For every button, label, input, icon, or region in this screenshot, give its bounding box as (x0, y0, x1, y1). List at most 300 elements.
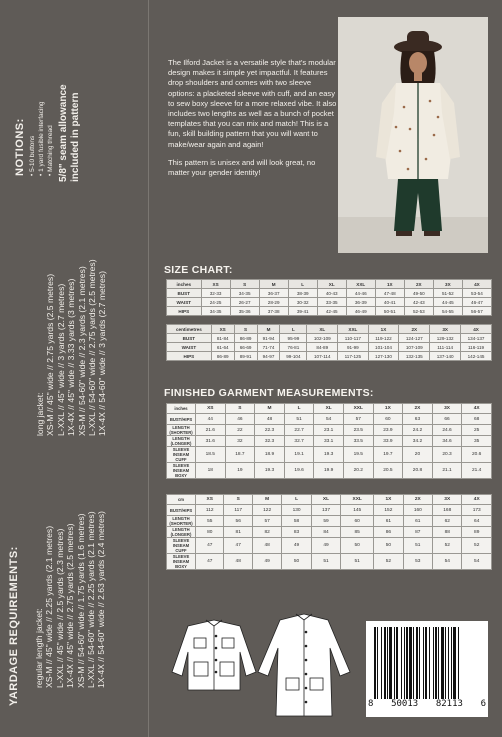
yardage-line: L-XXL // 54-60" wide // 2.25 yards (2.1 metres) (86, 511, 97, 688)
table-cell: 30-32 (288, 298, 317, 307)
table-cell: 60 (373, 414, 403, 425)
notion-item: • 5-10 buttons (29, 135, 36, 176)
seam-allowance-note: 5/8" seam allowance included in pattern (58, 84, 81, 182)
table-cell: 80 (196, 527, 224, 538)
table-row (167, 436, 492, 447)
yardage-line: 1X-4X // 45" wide // 3.33 yards (3 metres) (66, 278, 77, 436)
size-header: 3X (433, 495, 462, 505)
table-cell: 83 (282, 527, 311, 538)
table-cell: 124-127 (399, 334, 430, 343)
size-header: M (255, 404, 285, 414)
size-header: 3X (433, 280, 462, 289)
table-cell: 86-89 (234, 334, 257, 343)
barcode-bar (381, 627, 382, 699)
table-cell: 63 (403, 414, 433, 425)
table-cell: 22.7 (284, 425, 314, 436)
table-cell: 152 (374, 505, 403, 516)
table-cell: 51 (284, 414, 314, 425)
table-cell: 25 (462, 425, 492, 436)
table-row (167, 307, 492, 316)
table-cell: 18.9 (255, 447, 285, 463)
size-chart-title: SIZE CHART: (164, 264, 233, 276)
barcode-bar (435, 627, 437, 699)
unit-label: inches (167, 404, 196, 414)
table-row (167, 425, 492, 436)
table-cell: 20.6 (462, 447, 492, 463)
table-cell: 95-99 (280, 334, 307, 343)
table-cell: 89 (462, 527, 492, 538)
unit-label: centimetres (167, 325, 212, 334)
table-cell: 49 (311, 538, 340, 554)
table-cell: 82 (252, 527, 281, 538)
table-cell: 107-114 (307, 352, 338, 361)
table-cell: 160 (403, 505, 432, 516)
barcode-bar (389, 627, 392, 699)
table-row (167, 505, 492, 516)
table-cell: 50-51 (375, 307, 404, 316)
barcode-bar (401, 627, 402, 699)
table-header-row (167, 280, 492, 289)
size-header: 1X (375, 280, 404, 289)
table-cell: 19.6 (284, 463, 314, 479)
table-cell: 116-119 (461, 343, 492, 352)
size-header: XXL (346, 280, 375, 289)
table-cell: 40-43 (317, 289, 346, 298)
barcode-bar (384, 627, 386, 699)
left-info-strip (0, 0, 149, 737)
table-cell: 19 (225, 463, 255, 479)
table-cell: 24.2 (403, 425, 433, 436)
table-cell: 21.1 (432, 463, 462, 479)
table-cell: 84 (311, 527, 340, 538)
table-cell: 53-54 (462, 289, 491, 298)
barcode-bar (406, 627, 408, 699)
table-cell: 46-49 (346, 307, 375, 316)
table-cell: 28-29 (259, 298, 288, 307)
table-cell: 48 (255, 414, 285, 425)
description-paragraph: This pattern is unisex and will look great, no matter your gender identity! (168, 157, 316, 178)
yardage-line: XS-M // 54-60" wide // 1.75 yards (1.6 metres) (75, 513, 86, 688)
table-cell: 47 (224, 538, 252, 554)
row-label: SLEEVE INSEAM BOXY (167, 554, 196, 570)
table-cell: 20 (403, 447, 433, 463)
row-label: BUST (167, 289, 202, 298)
table-cell: 36-37 (259, 289, 288, 298)
long-jacket-yardage (35, 259, 108, 436)
table-cell: 76-81 (280, 343, 307, 352)
yardage-line: 1X-4X // 54-60" wide // 3 yards (2.7 metres) (97, 271, 108, 436)
table-cell: 51 (311, 554, 340, 570)
size-header: 2X (403, 495, 432, 505)
size-header: 2X (399, 325, 430, 334)
table-cell: 137-140 (430, 352, 461, 361)
table-row (167, 343, 492, 352)
table-cell: 32.3 (255, 436, 285, 447)
notion-item: • 1 yard fusible interfacing (38, 101, 45, 176)
table-cell: 111-114 (430, 343, 461, 352)
size-header: XXL (338, 325, 368, 334)
table-cell: 81-84 (211, 334, 234, 343)
table-cell: 47 (196, 554, 224, 570)
yardage-title: YARDAGE REQUIREMENTS: (8, 546, 20, 706)
size-header: 4X (462, 404, 492, 414)
size-header: 4X (462, 495, 492, 505)
table-cell: 46 (225, 414, 255, 425)
table-header-row (167, 325, 492, 334)
table-cell: 117 (224, 505, 252, 516)
size-header: XXL (343, 404, 373, 414)
row-label: SLEEVE INSEAM BOXY (167, 463, 196, 479)
table-cell: 48 (252, 538, 281, 554)
table-cell: 20.8 (403, 463, 433, 479)
table-cell: 47-48 (375, 289, 404, 298)
barcode-bar (377, 627, 378, 699)
table-cell: 52 (433, 538, 462, 554)
barcode-bar (441, 627, 444, 699)
size-chart-inches-table (166, 279, 492, 316)
model-photo (338, 17, 488, 253)
pattern-description (168, 58, 338, 186)
yardage-heading: long jacket: (35, 392, 45, 436)
barcode-bar (429, 627, 430, 699)
table-cell: 21.4 (462, 463, 492, 479)
table-cell: 32-33 (201, 289, 230, 298)
size-header: 4X (461, 325, 492, 334)
size-chart-cm-table (166, 324, 492, 361)
table-cell: 59 (311, 516, 340, 527)
row-label: LENGTH (LONGER) (167, 436, 196, 447)
table-cell: 173 (462, 505, 492, 516)
barcode-bar (453, 627, 456, 699)
table-cell: 18.7 (225, 447, 255, 463)
finished-cm-table (166, 494, 492, 570)
table-cell: 24-25 (201, 298, 230, 307)
row-label: LENGTH (SHORTER) (167, 425, 196, 436)
table-cell: 55 (196, 516, 224, 527)
table-cell: 61 (403, 516, 432, 527)
row-label: BUST (167, 334, 212, 343)
table-cell: 84-89 (307, 343, 338, 352)
table-row (167, 334, 492, 343)
barcode-bar (458, 627, 459, 699)
barcode-bar (419, 627, 420, 699)
table-cell: 35 (462, 436, 492, 447)
size-header: XS (196, 495, 224, 505)
table-cell: 61-64 (211, 343, 234, 352)
table-cell: 48 (224, 554, 252, 570)
table-cell: 44-46 (346, 289, 375, 298)
size-header: S (225, 404, 255, 414)
table-cell: 33.9 (373, 436, 403, 447)
size-header: 2X (403, 404, 433, 414)
table-row (167, 298, 492, 307)
table-cell: 81 (224, 527, 252, 538)
table-cell: 66 (432, 414, 462, 425)
row-label: SLEEVE INSEAM CUFF (167, 538, 196, 554)
table-row (167, 538, 492, 554)
table-cell: 34-35 (230, 289, 259, 298)
table-header-row (167, 404, 492, 414)
table-cell: 44 (196, 414, 226, 425)
table-cell: 35-36 (230, 307, 259, 316)
table-row (167, 414, 492, 425)
table-row (167, 554, 492, 570)
barcode-bar (451, 627, 452, 699)
table-cell: 56 (224, 516, 252, 527)
yardage-line: 1X-4X // 45" wide // 2.75 yards (2.5 metres) (65, 523, 76, 688)
table-cell: 42-43 (404, 298, 433, 307)
table-cell: 18 (196, 463, 226, 479)
long-jacket-drawing (258, 614, 350, 716)
size-header: M (257, 325, 280, 334)
table-cell: 117-125 (338, 352, 368, 361)
table-cell: 22 (225, 425, 255, 436)
size-header: S (234, 325, 257, 334)
barcode-number: 8 50013 82113 6 (368, 699, 486, 709)
notions-title: NOTIONS: (14, 118, 26, 176)
table-cell: 110-117 (338, 334, 368, 343)
size-header: L (282, 495, 311, 505)
size-header: L (288, 280, 317, 289)
table-cell: 34-35 (201, 307, 230, 316)
table-cell: 132-135 (399, 352, 430, 361)
table-cell: 19.9 (314, 463, 344, 479)
size-header: M (259, 280, 288, 289)
table-row (167, 447, 492, 463)
size-header: S (224, 495, 252, 505)
table-cell: 99-104 (280, 352, 307, 361)
size-header: XL (317, 280, 346, 289)
yardage-heading: regular length jacket: (34, 608, 44, 688)
barcode-bar (425, 627, 427, 699)
table-cell: 19.3 (255, 463, 285, 479)
size-header: XL (307, 325, 338, 334)
yardage-line: XS-M // 54-60" wide // 2.3 yards (2.1 metres) (76, 266, 87, 436)
table-cell: 60 (341, 516, 374, 527)
table-cell: 40-41 (375, 298, 404, 307)
size-header: XS (196, 404, 226, 414)
table-cell: 68 (462, 414, 492, 425)
row-label: WAIST (167, 298, 202, 307)
row-label: BUST/HIPS (167, 414, 196, 425)
table-cell: 54 (433, 554, 462, 570)
table-cell: 50 (282, 554, 311, 570)
table-cell: 88 (433, 527, 462, 538)
table-cell: 50 (374, 538, 403, 554)
table-cell: 91-99 (338, 343, 368, 352)
size-header: 3X (432, 404, 462, 414)
unit-label: cm (167, 495, 196, 505)
finished-measurements-title: FINISHED GARMENT MEASUREMENTS: (164, 387, 374, 399)
table-cell: 24.6 (432, 425, 462, 436)
table-row (167, 463, 492, 479)
size-header: 1X (368, 325, 399, 334)
short-jacket-drawing (172, 620, 256, 690)
table-cell: 32.7 (284, 436, 314, 447)
size-header: XL (314, 404, 344, 414)
table-cell: 71-74 (257, 343, 280, 352)
table-cell: 46-47 (462, 298, 491, 307)
unit-label: inches (167, 280, 202, 289)
size-header: L (284, 404, 314, 414)
size-header: L (280, 325, 307, 334)
yardage-line: L-XXL // 54-60" wide // 2.75 yards (2.5 metres) (87, 259, 98, 436)
table-cell: 86-89 (211, 352, 234, 361)
table-cell: 52 (374, 554, 403, 570)
table-cell: 23.1 (314, 425, 344, 436)
table-cell: 58 (282, 516, 311, 527)
table-cell: 145 (341, 505, 374, 516)
description-paragraph: The Ilford Jacket is a versatile style that's modular design makes it simple yet impactful. It features drop shoulders and comes with two sleeve options: a placketed sleeve with cuff, and an easy to sew boxy sleeve for a more relaxed vibe. It also includes two lengths as well as a bunch of pocket templates that you can mix and match! This is a fun, skill building pattern that you will want to make/wear again and again! (168, 58, 337, 149)
table-cell: 49 (252, 554, 281, 570)
barcode-bar (438, 627, 439, 699)
barcode-bar (413, 627, 414, 699)
table-cell: 22.3 (255, 425, 285, 436)
table-cell: 50 (341, 538, 374, 554)
size-header: 2X (404, 280, 433, 289)
finished-inches-table (166, 403, 492, 479)
notion-item: • Matching thread (47, 125, 54, 176)
table-cell: 42-45 (317, 307, 346, 316)
table-cell: 57 (252, 516, 281, 527)
table-cell: 54-55 (433, 307, 462, 316)
table-cell: 85 (341, 527, 374, 538)
table-cell: 53 (403, 554, 432, 570)
table-row (167, 289, 492, 298)
table-cell: 57 (343, 414, 373, 425)
table-cell: 49 (282, 538, 311, 554)
model-illustration (338, 17, 488, 253)
table-row (167, 516, 492, 527)
table-cell: 127-130 (368, 352, 399, 361)
barcode (366, 621, 488, 717)
table-cell: 52-53 (404, 307, 433, 316)
table-cell: 137 (311, 505, 340, 516)
barcode-bar (387, 627, 388, 699)
size-header: M (252, 495, 281, 505)
table-cell: 64 (462, 516, 492, 527)
row-label: HIPS (167, 352, 212, 361)
size-header: 1X (374, 495, 403, 505)
table-cell: 168 (433, 505, 462, 516)
table-cell: 129-132 (430, 334, 461, 343)
table-cell: 39-41 (288, 307, 317, 316)
regular-jacket-yardage (34, 511, 107, 688)
table-cell: 142-145 (461, 352, 492, 361)
row-label: BUST/HIPS (167, 505, 196, 516)
table-header-row (167, 495, 492, 505)
table-cell: 31.6 (196, 436, 226, 447)
yardage-line: XS-M // 45" wide // 2.25 yards (2.1 metres) (44, 525, 55, 688)
table-cell: 19.7 (373, 447, 403, 463)
table-cell: 134-137 (461, 334, 492, 343)
size-header: S (230, 280, 259, 289)
row-label: SLEEVE INSEAM CUFF (167, 447, 196, 463)
table-cell: 23.9 (373, 425, 403, 436)
barcode-bar (416, 627, 418, 699)
table-cell: 33-35 (317, 298, 346, 307)
barcode-bar (423, 627, 424, 699)
table-cell: 52 (462, 538, 492, 554)
table-cell: 37-38 (259, 307, 288, 316)
barcode-bar (409, 627, 412, 699)
table-cell: 102-109 (307, 334, 338, 343)
table-cell: 32 (225, 436, 255, 447)
size-header: XS (211, 325, 234, 334)
size-header: XS (201, 280, 230, 289)
barcode-bar (445, 627, 446, 699)
table-cell: 20.3 (432, 447, 462, 463)
table-cell: 20.2 (343, 463, 373, 479)
row-label: HIPS (167, 307, 202, 316)
table-cell: 33.5 (343, 436, 373, 447)
table-cell: 112 (196, 505, 224, 516)
table-cell: 56-57 (462, 307, 491, 316)
barcode-bars (374, 627, 480, 699)
size-header: 1X (373, 404, 403, 414)
table-cell: 19.3 (314, 447, 344, 463)
table-cell: 51 (341, 554, 374, 570)
table-cell: 101-104 (368, 343, 399, 352)
barcode-bar (404, 627, 405, 699)
barcode-bar (448, 627, 449, 699)
size-header: XXL (341, 495, 374, 505)
table-cell: 51 (403, 538, 432, 554)
table-cell: 44-45 (433, 298, 462, 307)
table-cell: 91-94 (257, 334, 280, 343)
table-cell: 119-122 (368, 334, 399, 343)
table-cell: 94-97 (257, 352, 280, 361)
table-cell: 18.5 (196, 447, 226, 463)
table-cell: 51-52 (433, 289, 462, 298)
row-label: LENGTH (LONGER) (167, 527, 196, 538)
table-cell: 33.1 (314, 436, 344, 447)
size-header: 3X (430, 325, 461, 334)
yardage-line: 1X-4X // 54-60" wide // 2.63 yards (2.4 metres) (96, 511, 107, 688)
table-cell: 86 (374, 527, 403, 538)
yardage-line: L-XXL // 45" wide // 2.5 yards (2.3 metres) (54, 528, 65, 688)
table-row (167, 527, 492, 538)
table-cell: 122 (252, 505, 281, 516)
row-label: WAIST (167, 343, 212, 352)
barcode-bar (394, 627, 395, 699)
table-cell: 66-69 (234, 343, 257, 352)
table-cell: 107-109 (399, 343, 430, 352)
yardage-line: XS-M // 45" wide // 2.75 yards (2.5 metres) (45, 273, 56, 436)
table-cell: 38-39 (288, 289, 317, 298)
table-cell: 19.1 (284, 447, 314, 463)
garment-line-drawings (168, 612, 358, 722)
table-cell: 47 (196, 538, 224, 554)
table-cell: 34.6 (432, 436, 462, 447)
table-cell: 36-39 (346, 298, 375, 307)
table-cell: 54 (462, 554, 492, 570)
barcode-bar (396, 627, 398, 699)
barcode-bar (433, 627, 434, 699)
row-label: LENGTH (SHORTER) (167, 516, 196, 527)
table-cell: 87 (403, 527, 432, 538)
table-cell: 23.5 (343, 425, 373, 436)
table-cell: 26-27 (230, 298, 259, 307)
table-cell: 62 (433, 516, 462, 527)
table-cell: 34.2 (403, 436, 433, 447)
table-cell: 61 (374, 516, 403, 527)
table-cell: 20.5 (373, 463, 403, 479)
size-header: XL (311, 495, 340, 505)
table-cell: 49-50 (404, 289, 433, 298)
yardage-line: L-XXL // 45" wide // 3 yards (2.7 metres) (55, 283, 66, 436)
size-header: 4X (462, 280, 491, 289)
